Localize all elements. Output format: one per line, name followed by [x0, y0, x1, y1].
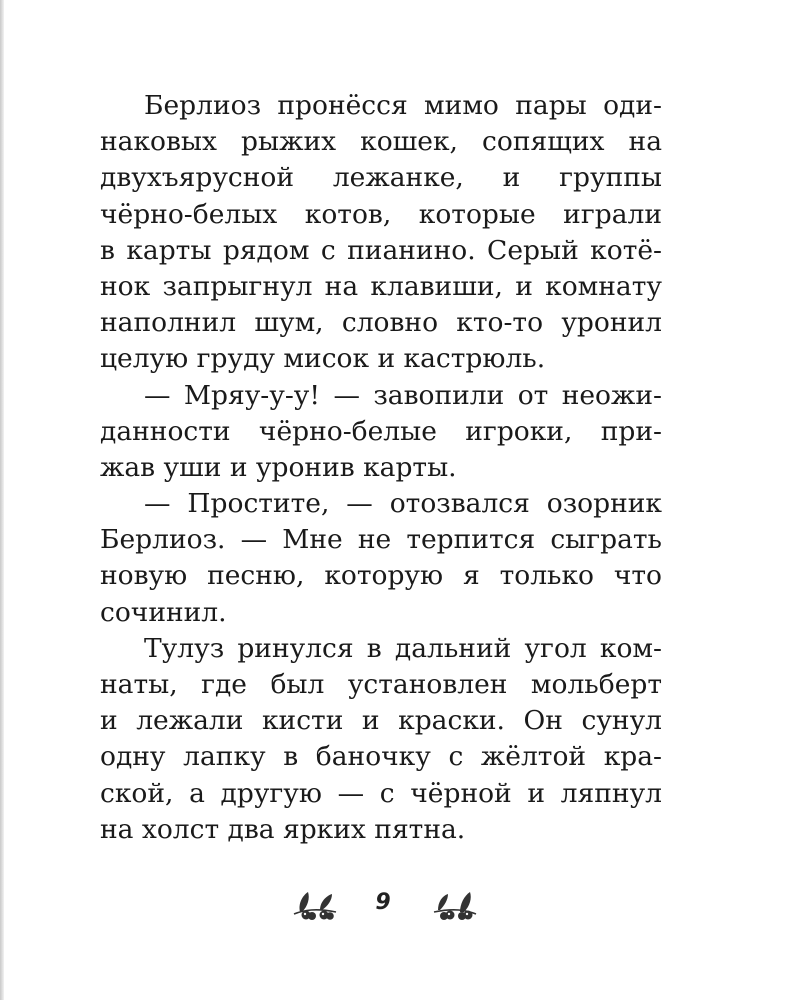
page-number: 9 — [375, 890, 391, 915]
book-text — [100, 88, 662, 848]
berry-sprig-icon — [290, 888, 340, 922]
text-line: наковых рыжих кошек, сопящих на — [100, 126, 662, 158]
text-line: одну лапку в баночку с жёлтой кра- — [100, 741, 662, 773]
text-line: ской, а другую — с чёрной и ляпнул — [100, 777, 662, 809]
text-line: Тулуз ринулся в дальний угол ком- — [144, 632, 662, 664]
text-line: наполнил шум, словно кто-то уронил — [100, 307, 662, 339]
berry-sprig-icon — [430, 888, 480, 922]
page-edge-shadow — [0, 0, 4, 1000]
text-line: чёрно-белых котов, которые играли — [100, 198, 662, 230]
paragraph-1 — [100, 88, 662, 378]
text-line: в карты рядом с пианино. Серый котё- — [100, 234, 662, 266]
page-footer — [0, 880, 800, 930]
text-line: целую груду мисок и кастрюль. — [100, 343, 546, 375]
paragraph-3 — [100, 486, 662, 631]
text-line: — Мряу-у-у! — завопили от неожи- — [144, 379, 662, 411]
text-line: на холст два ярких пятна. — [100, 813, 466, 845]
text-line: Берлиоз пронёсся мимо пары оди- — [144, 90, 662, 121]
paragraph-2 — [100, 378, 662, 487]
text-line: новую песню, которую я только что — [100, 560, 662, 592]
text-line: сочинил. — [100, 596, 227, 628]
paragraph-4 — [100, 631, 662, 848]
text-line: Берлиоз. — Мне не терпится сыграть — [100, 524, 662, 556]
text-line: двухъярусной лежанке, и группы — [100, 162, 662, 194]
text-line: и лежали кисти и краски. Он сунул — [100, 705, 662, 737]
text-line: наты, где был установлен мольберт — [100, 669, 662, 700]
text-line: данности чёрно-белые игроки, при- — [100, 415, 662, 447]
text-line: — Простите, — отозвался озорник — [144, 488, 662, 520]
text-line: нок запрыгнул на клавиши, и комнату — [100, 270, 662, 302]
text-line: жав уши и уронив карты. — [100, 451, 457, 483]
